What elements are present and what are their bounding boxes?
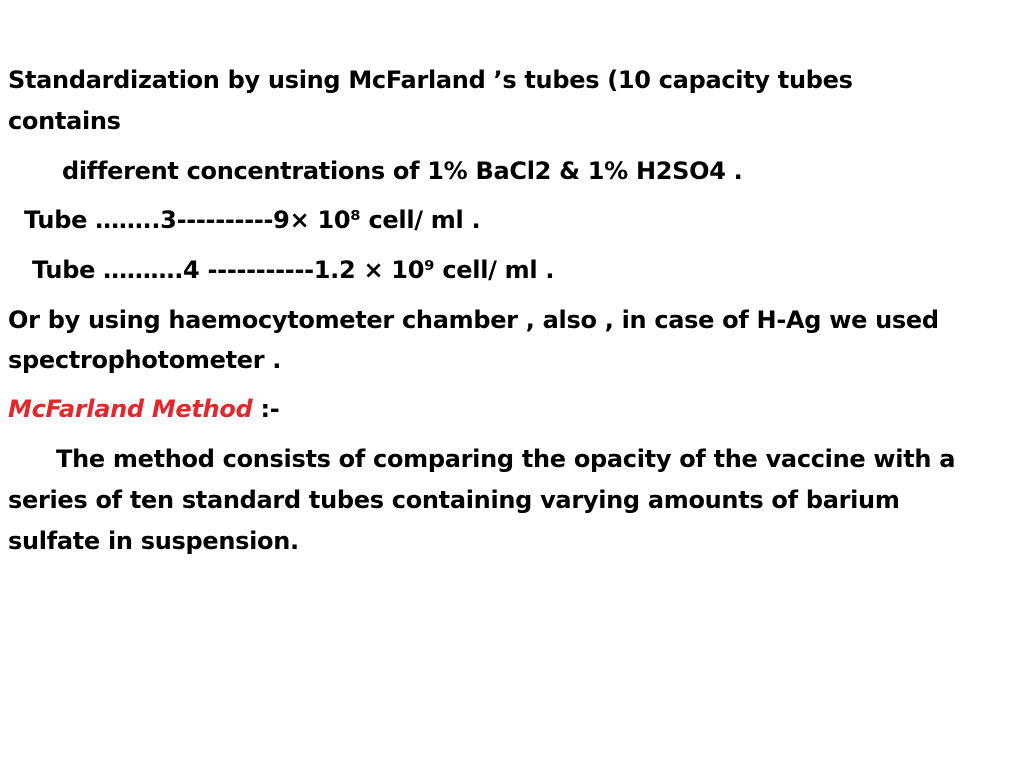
method-description-line-1: The method consists of comparing the opacity of the vaccine with a	[56, 445, 956, 473]
tube-3-line: Tube ……..3----------9× 10⁸ cell/ ml .	[24, 206, 481, 234]
method-heading	[8, 389, 279, 429]
method-description-line-3: sulfate in suspension.	[8, 527, 299, 555]
concentration-line: different concentrations of 1% BaCl2 & 1% H2SO4 .	[62, 157, 743, 185]
haemocytometer-line-2: spectrophotometer .	[8, 346, 282, 374]
tube-4-line: Tube ……….4 -----------1.2 × 10⁹ cell/ ml .	[32, 256, 555, 284]
method-title: McFarland Method	[8, 395, 253, 423]
intro-line-2: contains	[8, 107, 121, 135]
method-title-suffix: :-	[252, 395, 280, 423]
intro-line-1: Standardization by using McFarland ’s tubes (10 capacity tubes	[8, 66, 853, 94]
haemocytometer-line-1: Or by using haemocytometer chamber , also , in case of H-Ag we used	[8, 306, 939, 334]
method-description-line-2: series of ten standard tubes containing varying amounts of barium	[8, 486, 900, 514]
